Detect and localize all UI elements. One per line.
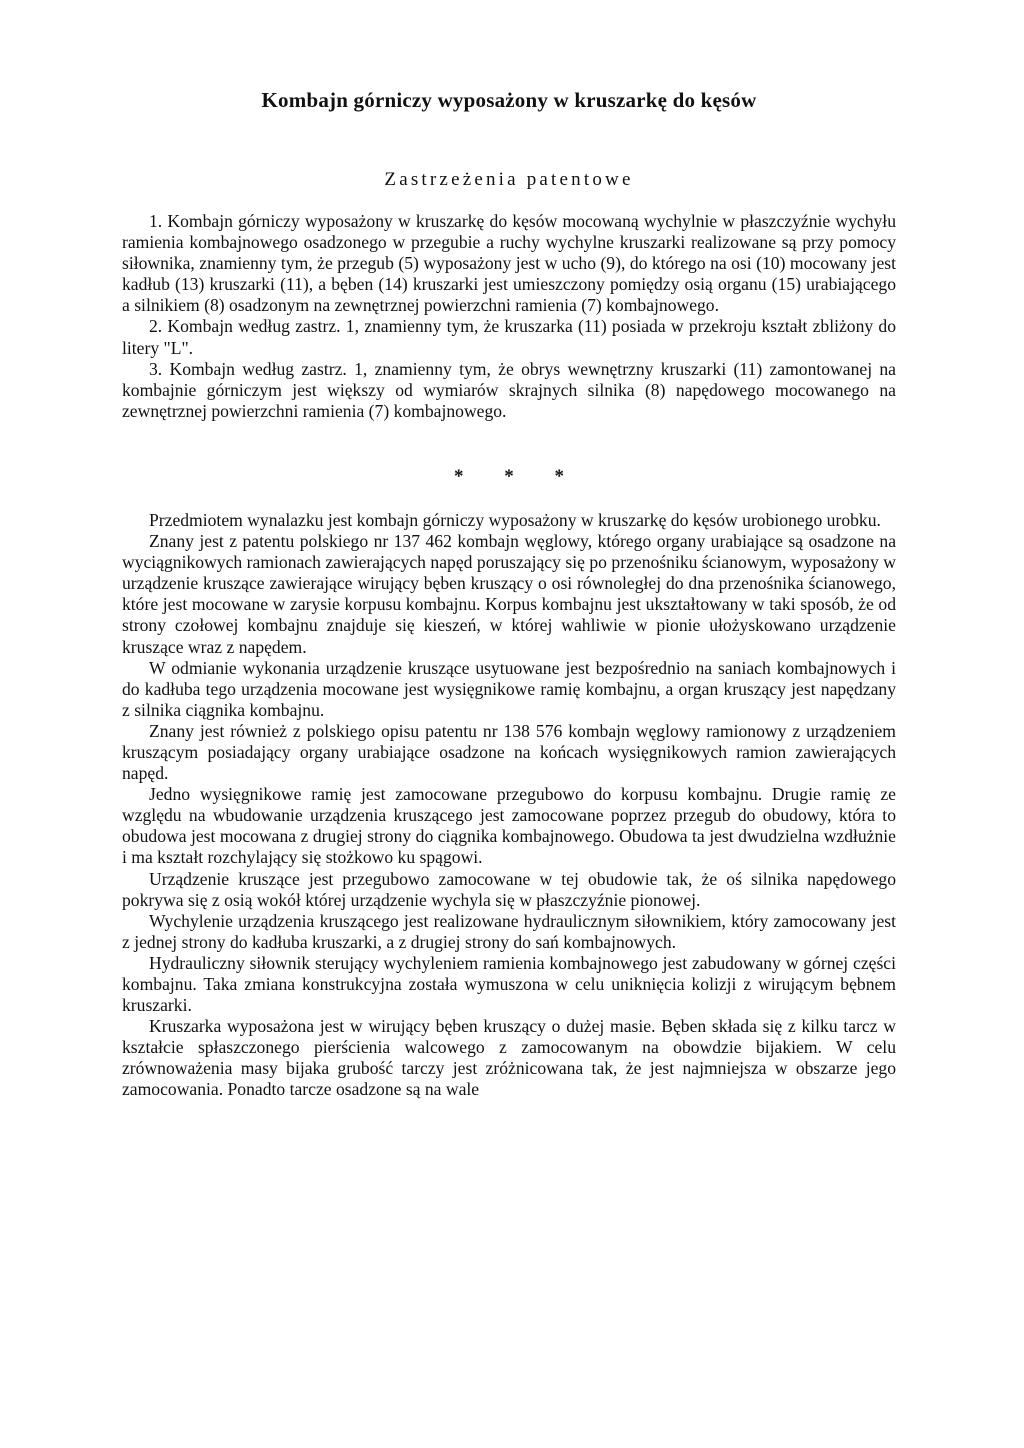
claim-3: 3. Kombajn według zastrz. 1, znamienny tym, że obrys wewnętrzny kruszarki (11) zamontowanej na kombajnie górniczym jest większy od wymiarów skrajnych silnika (8) napędowego mocowanego na zewnętrznej powierzchni ramienia (7) kombajnowego.: [122, 358, 896, 421]
description-paragraph-9: Kruszarka wyposażona jest w wirujący bęben kruszący o dużej masie. Bęben składa się z kilku tarcz w kształcie spłaszczonego pierścienia walcowego z zamocowanym na obowdzie bijakiem. W celu zrównoważenia masy bijaka grubość tarczy jest zróżnicowana tak, że jest najmniejsza w obszarze jego zamocowania. Ponadto tarcze osadzone są na wale: [122, 1016, 896, 1100]
claim-2: 2. Kombajn według zastrz. 1, znamienny tym, że kruszarka (11) posiada w przekroju kształt zbliżony do litery "L".: [122, 316, 896, 358]
description-paragraph-4: Znany jest również z polskiego opisu patentu nr 138 576 kombajn węglowy ramionowy z urządzeniem kruszącym posiadający organy urabiające osadzone na końcach wysięgnikowych ramion zawierających napęd.: [122, 720, 896, 784]
description-paragraph-5: Jedno wysięgnikowe ramię jest zamocowane przegubowo do korpusu kombajnu. Drugie ramię ze względu na wbudowanie urządzenia kruszącego jest zamocowane poprzez przegub do obudowy, która to obudowa jest mocowana z drugiej strony do ciągnika kombajnowego. Obudowa ta jest dwudzielna wzdłużnie i ma kształt rozchylający się stożkowo ku spągowi.: [122, 784, 896, 868]
claim-1: 1. Kombajn górniczy wyposażony w kruszarkę do kęsów mocowaną wychylnie w płaszczyźnie wychyłu ramienia kombajnowego osadzonego w przegubie a ruchy wychylne kruszarki realizowane są przy pomocy siłownika, znamienny tym, że przegub (5) wyposażony jest w ucho (9), do którego na osi (10) mocowany jest kadłub (13) kruszarki (11), a bęben (14) kruszarki jest umieszczony pomiędzy osią organu (15) urabiającego a silnikiem (8) osadzonym na zewnętrznej powierzchni ramienia (7) kombajnowego.: [122, 211, 896, 316]
section-separator: * * *: [454, 465, 582, 487]
description-paragraph-8: Hydrauliczny siłownik sterujący wychyleniem ramienia kombajnowego jest zabudowany w górnej części kombajnu. Taka zmiana konstrukcyjna została wymuszona w celu uniknięcia kolizji z wirującym bębnem kruszarki.: [122, 952, 896, 1016]
description-paragraph-6: Urządzenie kruszące jest przegubowo zamocowane w tej obudowie tak, że oś silnika napędowego pokrywa się z osią wokół której urządzenie wychyla się w płaszczyźnie pionowej.: [122, 868, 896, 910]
description-paragraph-2: Znany jest z patentu polskiego nr 137 462 kombajn węglowy, którego organy urabiające są osadzone na wyciągnikowych ramionach zawierających napęd poruszający się po przenośniku ścianowym, wyposażony w urządzenie kruszące zawierające wirujący bęben kruszący o osi równoległej do dna przenośnika ścianowego, które jest mocowane w zarysie korpusu kombajnu. Korpus kombajnu jest ukształtowany w taki sposób, że od strony czołowej kombajnu znajduje się kieszeń, w której wahliwie w pionie ułożyskowano urządzenie kruszące wraz z napędem.: [122, 531, 896, 657]
description-section: [122, 510, 896, 1101]
claims-section: [122, 211, 896, 422]
description-paragraph-7: Wychylenie urządzenia kruszącego jest realizowane hydraulicznym siłownikiem, który zamocowany jest z jednej strony do kadłuba kruszarki, a z drugiej strony do sań kombajnowych.: [122, 910, 896, 952]
claims-heading: Zastrzeżenia patentowe: [384, 169, 634, 190]
patent-page: [122, 88, 896, 1101]
description-paragraph-3: W odmianie wykonania urządzenie kruszące usytuowane jest bezpośrednio na saniach kombajnowych i do kadłuba tego urządzenia mocowane jest wysięgnikowe ramię kombajnu, a organ kruszący jest napędzany z silnika ciągnika kombajnu.: [122, 657, 896, 720]
description-paragraph-1: Przedmiotem wynalazku jest kombajn górniczy wyposażony w kruszarkę do kęsów urobionego urobku.: [149, 509, 881, 530]
document-title: Kombajn górniczy wyposażony w kruszarkę do kęsów: [261, 88, 757, 112]
